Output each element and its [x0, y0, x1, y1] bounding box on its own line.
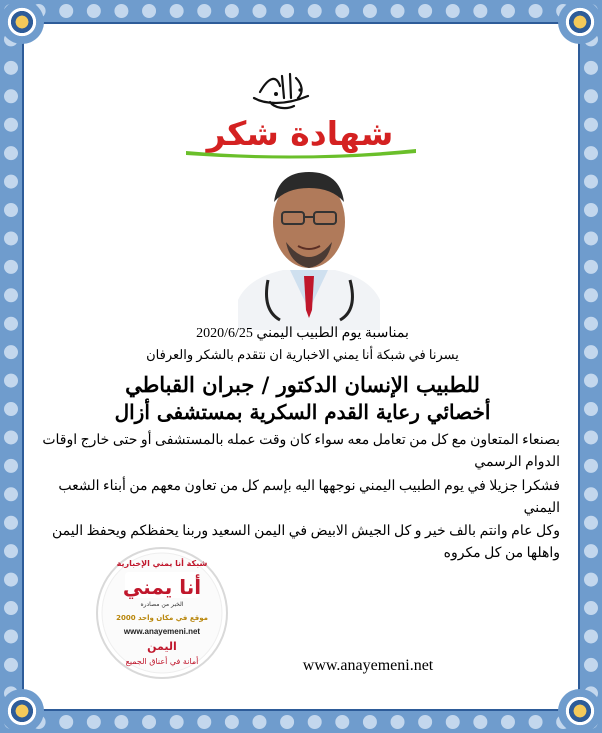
body-paragraph-1: بصنعاء المتعاون مع كل من تعامل معه سواء كان وقت عمله بالمستشفى أو حتى خارج اوقات الدوام الرسمي	[42, 433, 560, 470]
badge-url: www.anayemeni.net	[123, 627, 201, 636]
recipient-specialty: أخصائي رعاية القدم السكرية بمستشفى أزال	[114, 400, 491, 424]
badge-logo-text: أنا يمني	[122, 575, 202, 599]
basmala-calligraphy-icon	[250, 68, 314, 112]
corner-ornament-icon	[558, 689, 602, 733]
body-paragraph-2: فشكرا جزيلا في يوم الطبيب اليمني نوجهها اليه بإسم كل من تعاون معهم من أبناء الشعب اليمني	[58, 479, 560, 516]
anayemeni-badge-logo	[95, 546, 229, 680]
corner-ornament-icon	[0, 689, 44, 733]
badge-top-text: شبكة أنا يمني الإخبارية	[116, 559, 208, 568]
badge-country: اليمن	[147, 640, 177, 653]
corner-ornament-icon	[0, 0, 44, 44]
title-underline-stroke	[186, 147, 416, 159]
body-paragraph-3: وكل عام وانتم بالف خير و كل الجيش الابيض في اليمن السعيد وربنا يحفظكم ويحفظ اليمن واهلها من كل مكروه	[52, 524, 560, 561]
occasion-line: بمناسبة يوم الطبيب اليمني 2020/6/25	[196, 326, 409, 341]
corner-ornament-icon	[558, 0, 602, 44]
badge-bottom-text: أمانة في أعناق الجميع	[125, 657, 199, 666]
badge-slogan: الخبر من مصادره	[140, 601, 184, 608]
website-url: www.anayemeni.net	[302, 657, 434, 674]
badge-count-line: 2000 موقع في مكان واحد	[116, 614, 208, 622]
recipient-name: للطبيب الإنسان الدكتور / جبران القباطي	[125, 372, 480, 397]
doctor-photo	[228, 160, 390, 330]
intro-line: يسرنا في شبكة أنا يمني الاخبارية ان نتقدم بالشكر والعرفان	[146, 347, 459, 362]
certificate-title: شهادة شكر	[206, 114, 394, 153]
